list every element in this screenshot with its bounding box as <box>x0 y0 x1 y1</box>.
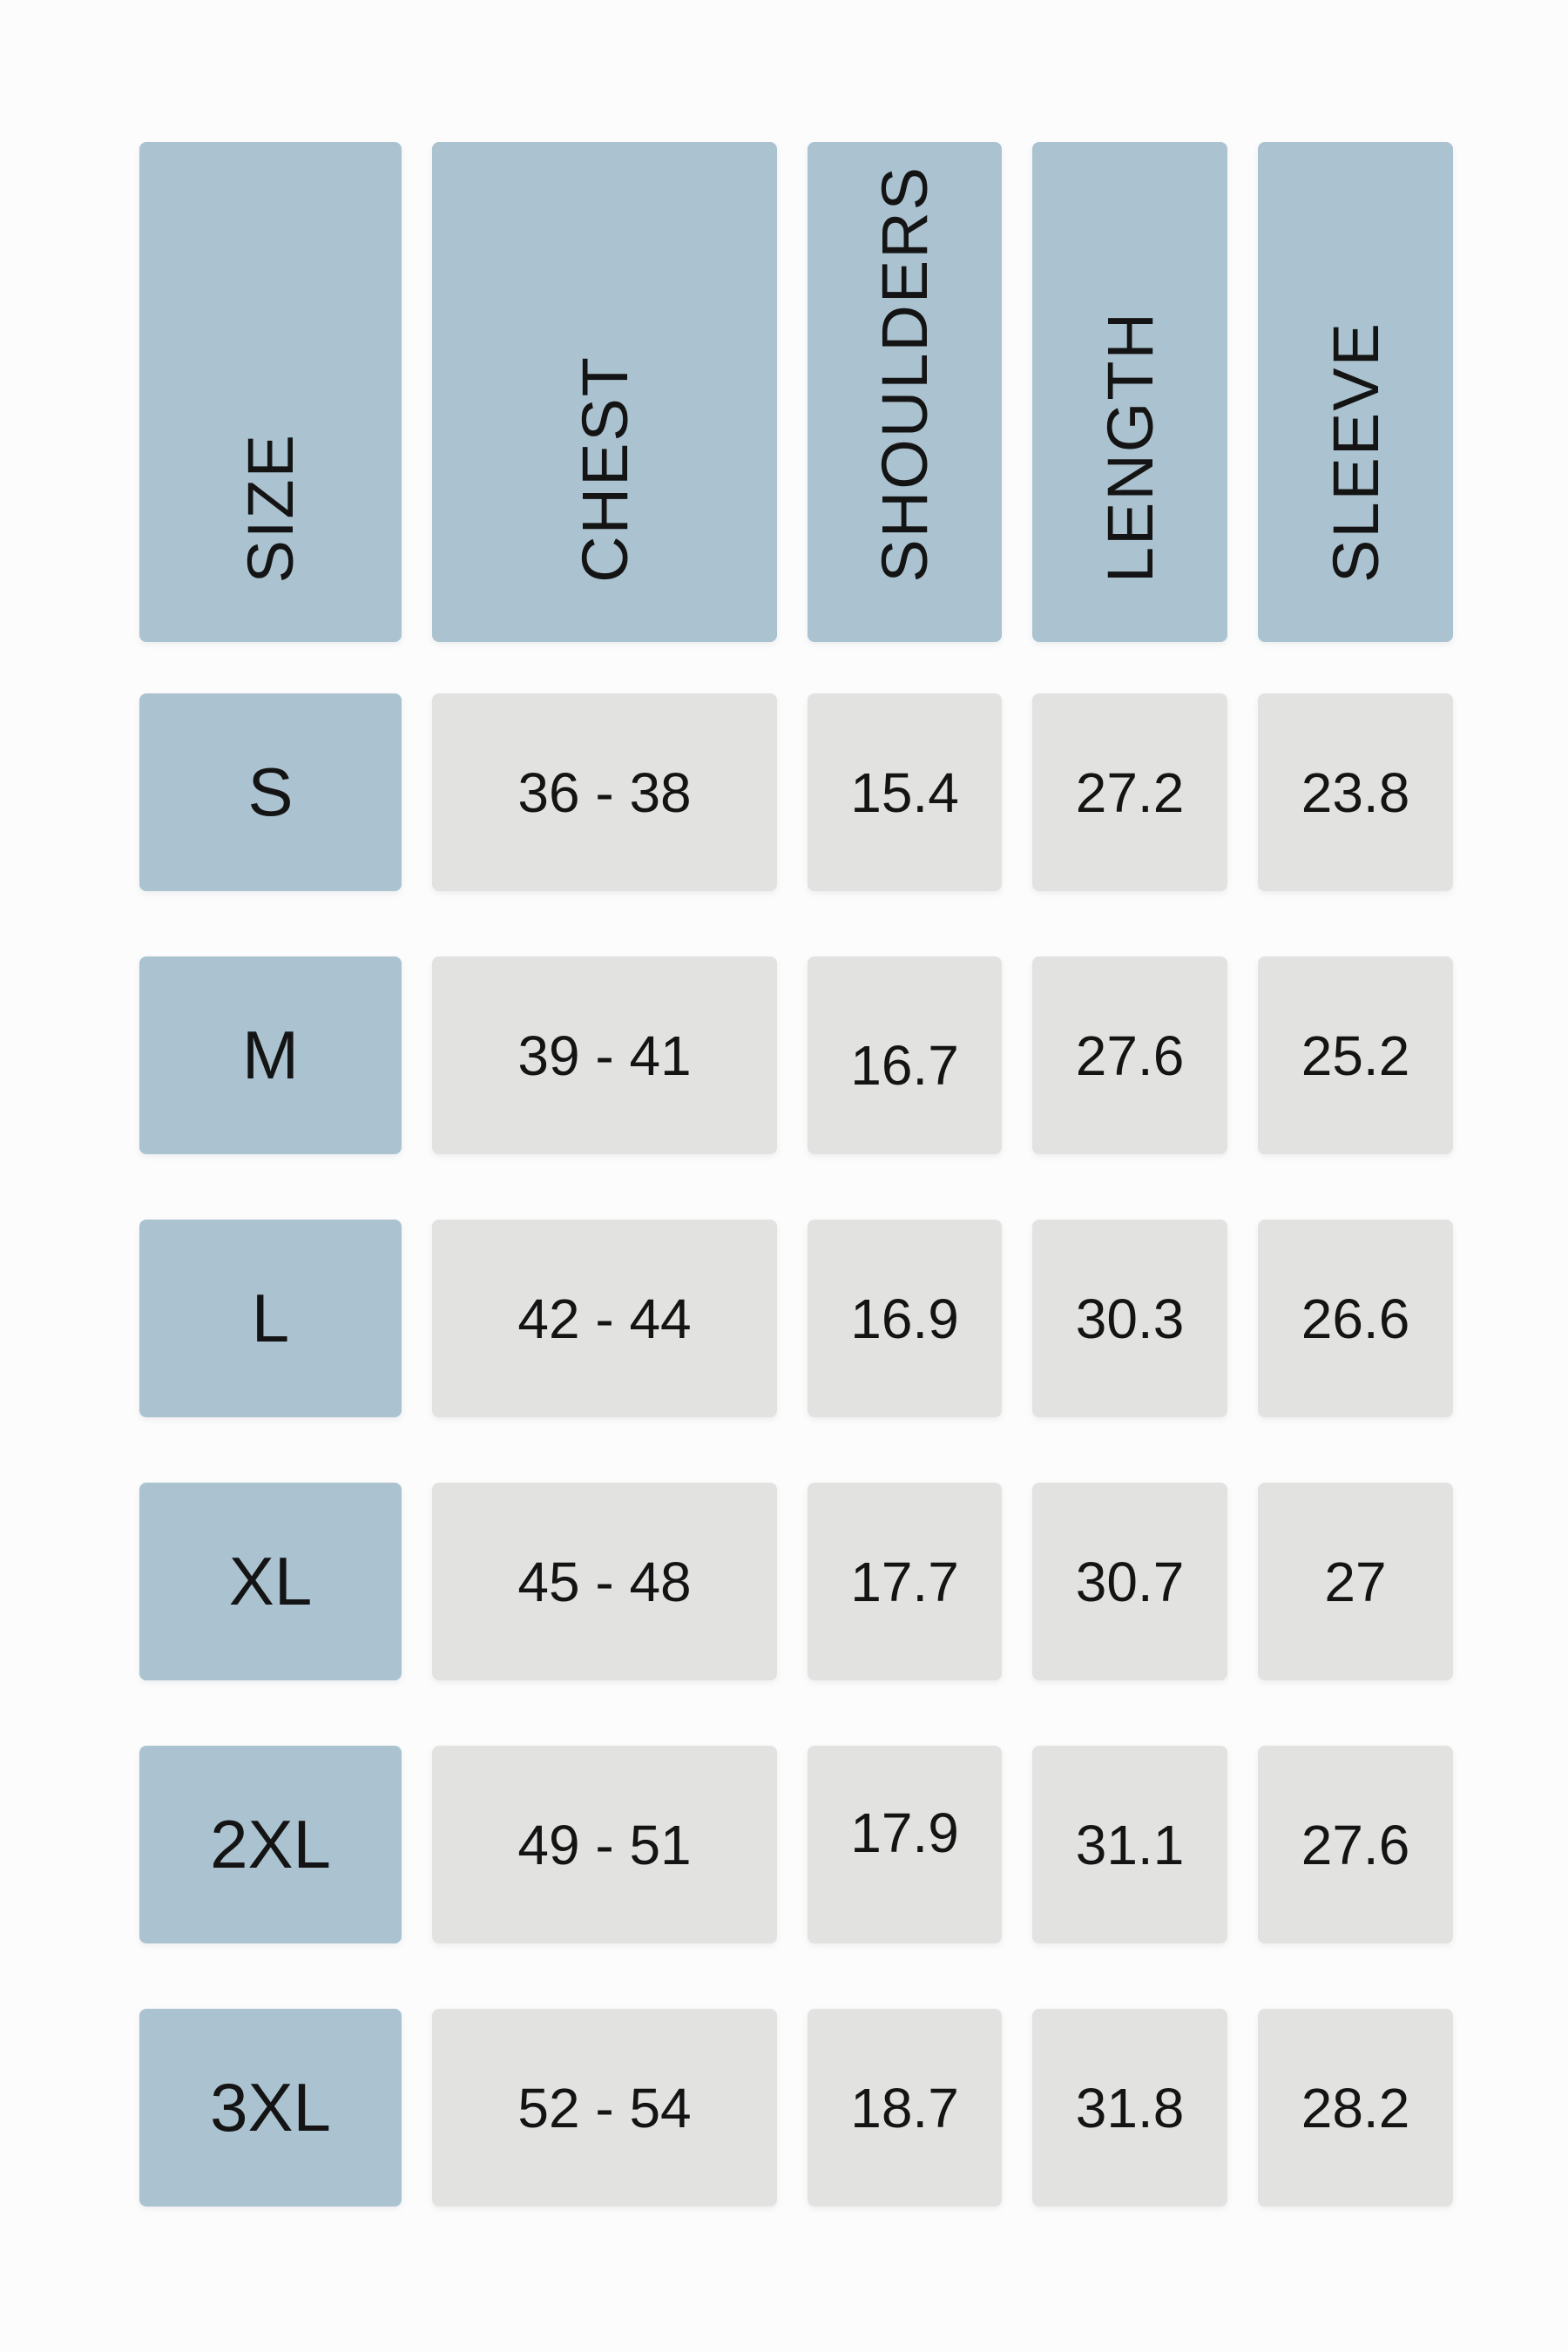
chest-value: 42 - 44 <box>517 1287 692 1350</box>
chest-value: 45 - 48 <box>517 1550 692 1613</box>
size-label-cell <box>139 956 402 1154</box>
shoulders-value: 17.7 <box>850 1550 959 1613</box>
shoulders-value: 16.9 <box>850 1287 959 1350</box>
column-header-chest-label: CHEST <box>568 355 641 583</box>
sleeve-value: 27 <box>1324 1550 1387 1613</box>
size-label-cell <box>139 1483 402 1680</box>
sleeve-value: 23.8 <box>1301 760 1410 824</box>
header-row <box>0 0 1568 642</box>
sleeve-value-cell <box>1258 693 1453 891</box>
column-header-chest <box>432 142 777 642</box>
length-value-cell <box>1032 693 1227 891</box>
sleeve-value: 28.2 <box>1301 2076 1410 2139</box>
shoulders-value: 16.7 <box>850 1033 959 1097</box>
length-value: 31.8 <box>1075 2076 1185 2139</box>
length-value: 30.3 <box>1075 1287 1185 1350</box>
size-label-cell <box>139 1220 402 1417</box>
sleeve-value-cell <box>1258 1483 1453 1680</box>
sleeve-value: 27.6 <box>1301 1813 1410 1876</box>
chest-value-cell <box>432 693 777 891</box>
column-header-length <box>1032 142 1227 642</box>
length-value-cell <box>1032 956 1227 1154</box>
column-header-size <box>139 142 402 642</box>
shoulders-value-cell <box>808 693 1002 891</box>
sleeve-value-cell <box>1258 956 1453 1154</box>
sleeve-value-cell <box>1258 1220 1453 1417</box>
shoulders-value-cell <box>808 2009 1002 2207</box>
size-label: L <box>251 1280 290 1356</box>
chest-value: 49 - 51 <box>517 1813 692 1876</box>
chest-value-cell <box>432 1483 777 1680</box>
sleeve-value-cell <box>1258 1746 1453 1943</box>
column-header-size-label: SIZE <box>234 432 307 583</box>
length-value: 27.2 <box>1075 760 1185 824</box>
size-label: S <box>247 754 294 830</box>
length-value: 30.7 <box>1075 1550 1185 1613</box>
shoulders-value: 18.7 <box>850 2076 959 2139</box>
sleeve-value: 25.2 <box>1301 1024 1410 1087</box>
chest-value-cell <box>432 2009 777 2207</box>
length-value: 31.1 <box>1075 1813 1185 1876</box>
size-label: 3XL <box>210 2069 331 2146</box>
table-body <box>0 693 1568 2207</box>
chest-value-cell <box>432 1746 777 1943</box>
column-header-shoulders-label: SHOULDERS <box>868 166 941 583</box>
column-header-sleeve-label: SLEEVE <box>1319 321 1392 583</box>
size-label: XL <box>228 1543 313 1619</box>
shoulders-value-cell <box>808 1746 1002 1943</box>
chest-value-cell <box>432 1220 777 1417</box>
length-value: 27.6 <box>1075 1024 1185 1087</box>
size-label: 2XL <box>210 1806 331 1882</box>
chest-value-cell <box>432 956 777 1154</box>
shoulders-value-cell <box>808 1483 1002 1680</box>
size-label-cell <box>139 693 402 891</box>
shoulders-value: 17.9 <box>850 1801 959 1864</box>
sleeve-value: 26.6 <box>1301 1287 1410 1350</box>
length-value-cell <box>1032 1746 1227 1943</box>
length-value-cell <box>1032 2009 1227 2207</box>
size-label-cell <box>139 2009 402 2207</box>
chest-value: 36 - 38 <box>517 760 692 824</box>
length-value-cell <box>1032 1220 1227 1417</box>
shoulders-value-cell <box>808 956 1002 1154</box>
column-header-sleeve <box>1258 142 1453 642</box>
size-label-cell <box>139 1746 402 1943</box>
column-header-shoulders <box>808 142 1002 642</box>
column-header-length-label: LENGTH <box>1093 310 1166 583</box>
size-label: M <box>242 1017 299 1093</box>
shoulders-value-cell <box>808 1220 1002 1417</box>
chest-value: 39 - 41 <box>517 1024 692 1087</box>
sleeve-value-cell <box>1258 2009 1453 2207</box>
chest-value: 52 - 54 <box>517 2076 692 2139</box>
shoulders-value: 15.4 <box>850 760 959 824</box>
length-value-cell <box>1032 1483 1227 1680</box>
